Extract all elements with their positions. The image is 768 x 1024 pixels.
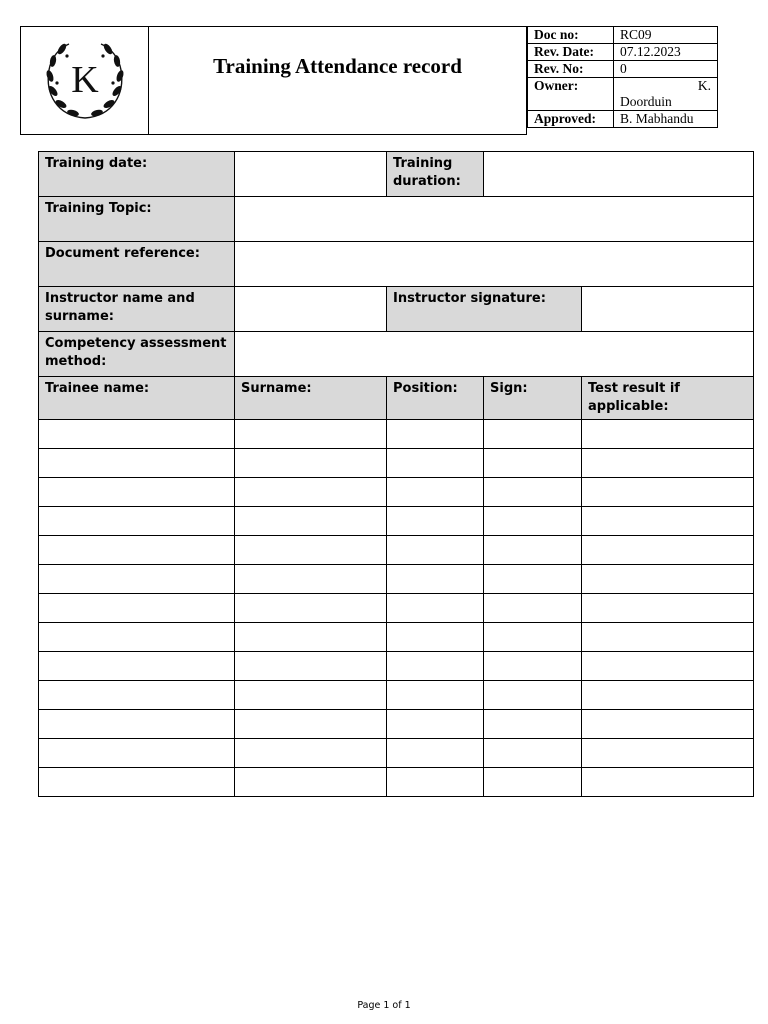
meta-value: RC09 bbox=[614, 27, 718, 44]
test-result-cell[interactable] bbox=[582, 681, 754, 710]
trainee-name-cell[interactable] bbox=[39, 594, 235, 623]
sign-cell[interactable] bbox=[484, 565, 582, 594]
trainee-name-cell[interactable] bbox=[39, 507, 235, 536]
meta-label: Approved: bbox=[528, 111, 614, 128]
training-topic-field[interactable] bbox=[235, 197, 754, 242]
instructor-signature-label: Instructor signature: bbox=[387, 287, 582, 332]
company-logo bbox=[37, 36, 133, 126]
position-cell[interactable] bbox=[387, 652, 484, 681]
surname-cell[interactable] bbox=[235, 594, 387, 623]
test-result-cell[interactable] bbox=[582, 739, 754, 768]
trainee-row bbox=[39, 565, 754, 594]
trainee-row bbox=[39, 710, 754, 739]
training-duration-field[interactable] bbox=[484, 152, 754, 197]
position-cell[interactable] bbox=[387, 536, 484, 565]
document-control-table bbox=[527, 26, 718, 128]
surname-cell[interactable] bbox=[235, 565, 387, 594]
competency-method-field[interactable] bbox=[235, 332, 754, 377]
training-date-field[interactable] bbox=[235, 152, 387, 197]
training-topic-label: Training Topic: bbox=[39, 197, 235, 242]
test-result-cell[interactable] bbox=[582, 507, 754, 536]
sign-cell[interactable] bbox=[484, 623, 582, 652]
meta-value: 0 bbox=[614, 61, 718, 78]
trainee-row bbox=[39, 478, 754, 507]
meta-row bbox=[528, 44, 718, 61]
document-reference-field[interactable] bbox=[235, 242, 754, 287]
trainee-name-cell[interactable] bbox=[39, 449, 235, 478]
test-result-cell[interactable] bbox=[582, 768, 754, 797]
column-header: Sign: bbox=[484, 377, 582, 420]
trainee-name-cell[interactable] bbox=[39, 739, 235, 768]
trainee-header-row bbox=[39, 377, 754, 420]
trainee-name-cell[interactable] bbox=[39, 478, 235, 507]
position-cell[interactable] bbox=[387, 420, 484, 449]
meta-row bbox=[528, 111, 718, 128]
sign-cell[interactable] bbox=[484, 768, 582, 797]
sign-cell[interactable] bbox=[484, 681, 582, 710]
surname-cell[interactable] bbox=[235, 623, 387, 652]
form-row bbox=[39, 242, 754, 287]
trainee-name-cell[interactable] bbox=[39, 768, 235, 797]
sign-cell[interactable] bbox=[484, 449, 582, 478]
test-result-cell[interactable] bbox=[582, 449, 754, 478]
sign-cell[interactable] bbox=[484, 710, 582, 739]
surname-cell[interactable] bbox=[235, 681, 387, 710]
trainee-name-cell[interactable] bbox=[39, 565, 235, 594]
surname-cell[interactable] bbox=[235, 420, 387, 449]
owner-line2: Doorduin bbox=[620, 94, 672, 109]
document-title: Training Attendance record bbox=[213, 54, 462, 78]
sign-cell[interactable] bbox=[484, 739, 582, 768]
position-cell[interactable] bbox=[387, 710, 484, 739]
column-header: Trainee name: bbox=[39, 377, 235, 420]
surname-cell[interactable] bbox=[235, 536, 387, 565]
training-duration-label: Training duration: bbox=[387, 152, 484, 197]
test-result-cell[interactable] bbox=[582, 594, 754, 623]
position-cell[interactable] bbox=[387, 507, 484, 536]
form-row bbox=[39, 332, 754, 377]
meta-label: Doc no: bbox=[528, 27, 614, 44]
instructor-name-label: Instructor name and surname: bbox=[39, 287, 235, 332]
trainee-row bbox=[39, 594, 754, 623]
svg-text:K: K bbox=[70, 58, 99, 101]
trainee-row bbox=[39, 536, 754, 565]
sign-cell[interactable] bbox=[484, 478, 582, 507]
trainee-row bbox=[39, 681, 754, 710]
logo-cell bbox=[21, 27, 149, 134]
meta-value-owner bbox=[614, 78, 718, 111]
form-row bbox=[39, 287, 754, 332]
test-result-cell[interactable] bbox=[582, 710, 754, 739]
position-cell[interactable] bbox=[387, 739, 484, 768]
sign-cell[interactable] bbox=[484, 536, 582, 565]
trainee-row bbox=[39, 739, 754, 768]
meta-label: Rev. No: bbox=[528, 61, 614, 78]
attendance-form bbox=[38, 151, 754, 797]
test-result-cell[interactable] bbox=[582, 536, 754, 565]
position-cell[interactable] bbox=[387, 681, 484, 710]
trainee-name-cell[interactable] bbox=[39, 710, 235, 739]
trainee-row bbox=[39, 449, 754, 478]
trainee-row bbox=[39, 420, 754, 449]
position-cell[interactable] bbox=[387, 768, 484, 797]
surname-cell[interactable] bbox=[235, 739, 387, 768]
column-header: Test result if applicable: bbox=[582, 377, 754, 420]
sign-cell[interactable] bbox=[484, 594, 582, 623]
surname-cell[interactable] bbox=[235, 652, 387, 681]
test-result-cell[interactable] bbox=[582, 478, 754, 507]
sign-cell[interactable] bbox=[484, 652, 582, 681]
trainee-name-cell[interactable] bbox=[39, 681, 235, 710]
document-header bbox=[20, 26, 527, 135]
trainee-name-cell[interactable] bbox=[39, 623, 235, 652]
meta-row bbox=[528, 78, 718, 111]
column-header: Surname: bbox=[235, 377, 387, 420]
trainee-name-cell[interactable] bbox=[39, 536, 235, 565]
competency-method-label: Competency assessment method: bbox=[39, 332, 235, 377]
meta-label: Rev. Date: bbox=[528, 44, 614, 61]
training-date-label: Training date: bbox=[39, 152, 235, 197]
position-cell[interactable] bbox=[387, 565, 484, 594]
owner-line1: K. bbox=[697, 78, 711, 93]
surname-cell[interactable] bbox=[235, 507, 387, 536]
meta-value: B. Mabhandu bbox=[614, 111, 718, 128]
sign-cell[interactable] bbox=[484, 420, 582, 449]
trainee-row bbox=[39, 768, 754, 797]
surname-cell[interactable] bbox=[235, 768, 387, 797]
page-number: Page 1 of 1 bbox=[357, 1000, 411, 1011]
position-cell[interactable] bbox=[387, 478, 484, 507]
trainee-row bbox=[39, 507, 754, 536]
trainee-row bbox=[39, 652, 754, 681]
document-reference-label: Document reference: bbox=[39, 242, 235, 287]
instructor-signature-field[interactable] bbox=[582, 287, 754, 332]
trainee-name-cell[interactable] bbox=[39, 420, 235, 449]
surname-cell[interactable] bbox=[235, 449, 387, 478]
meta-value: 07.12.2023 bbox=[614, 44, 718, 61]
meta-row bbox=[528, 27, 718, 44]
meta-row bbox=[528, 61, 718, 78]
test-result-cell[interactable] bbox=[582, 565, 754, 594]
test-result-cell[interactable] bbox=[582, 652, 754, 681]
test-result-cell[interactable] bbox=[582, 420, 754, 449]
position-cell[interactable] bbox=[387, 449, 484, 478]
sign-cell[interactable] bbox=[484, 507, 582, 536]
position-cell[interactable] bbox=[387, 623, 484, 652]
column-header: Position: bbox=[387, 377, 484, 420]
position-cell[interactable] bbox=[387, 594, 484, 623]
instructor-name-field[interactable] bbox=[235, 287, 387, 332]
trainee-name-cell[interactable] bbox=[39, 652, 235, 681]
form-row bbox=[39, 197, 754, 242]
meta-label: Owner: bbox=[528, 78, 614, 111]
form-row bbox=[39, 152, 754, 197]
test-result-cell[interactable] bbox=[582, 623, 754, 652]
surname-cell[interactable] bbox=[235, 478, 387, 507]
surname-cell[interactable] bbox=[235, 710, 387, 739]
trainee-row bbox=[39, 623, 754, 652]
